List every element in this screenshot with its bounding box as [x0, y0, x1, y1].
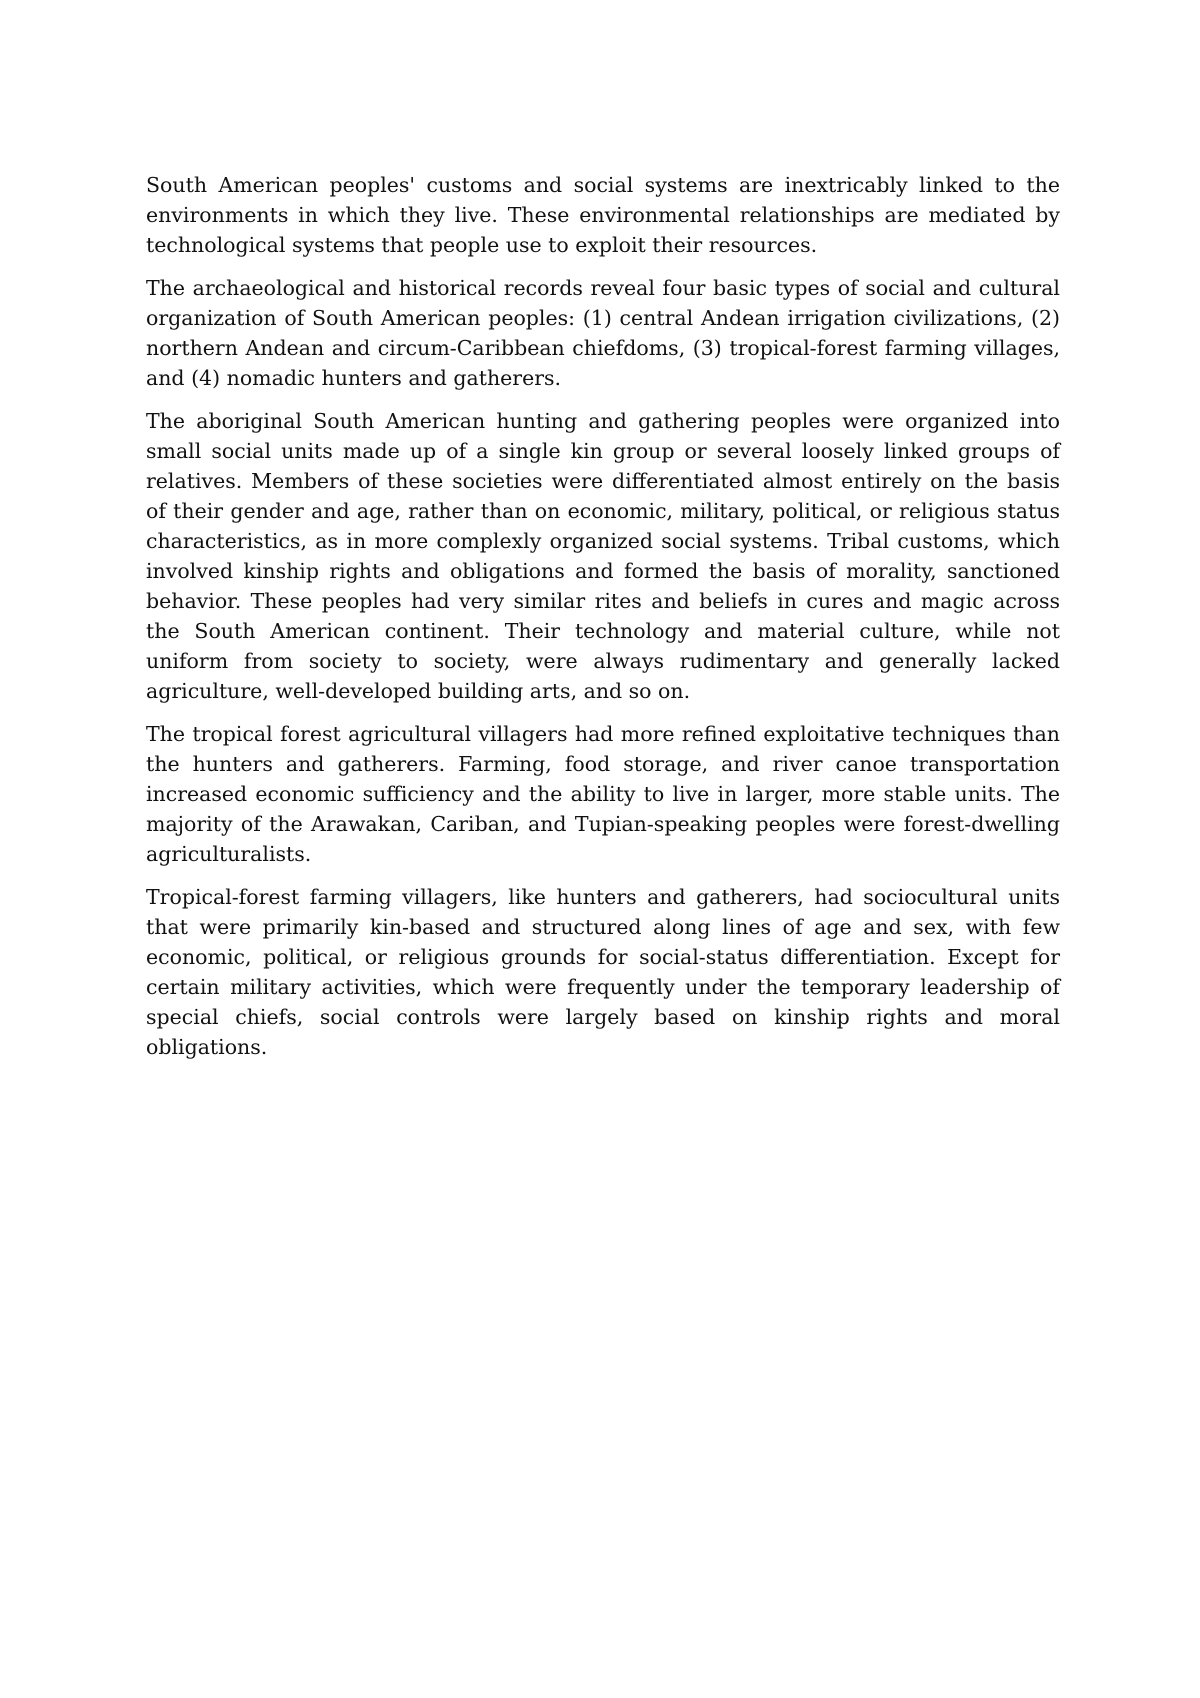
paragraph-organization-types: The archaeological and historical records reveal four basic types of social and cultural organization of South American peoples: (1) central Andean irrigation civilizations, (2) northern Andean and circum-Caribbean chiefdoms, (3) tropical-forest farming villages, and (4) nomadic hunters and gatherers. — [146, 276, 1060, 390]
paragraph-social-controls: Tropical-forest farming villagers, like hunters and gatherers, had sociocultural units that were primarily kin-based and structured along lines of age and sex, with few economic, political, or religious grounds for social-status differentiation. Except for certain military activities, which were frequently under the temporary leadership of special chiefs, social controls were largely based on kinship rights and moral obligations. — [146, 885, 1060, 1059]
body-text — [146, 170, 1060, 1075]
paragraph-tropical-villagers: The tropical forest agricultural villagers had more refined exploitative techniques than the hunters and gatherers. Farming, food storage, and river canoe transportation increased economic sufficiency and the ability to live in larger, more stable units. The majority of the Arawakan, Cariban, and Tupian-speaking peoples were forest-dwelling agriculturalists. — [146, 722, 1060, 866]
paragraph-environment: South American peoples' customs and social systems are inextricably linked to the environments in which they live. These environmental relationships are mediated by technological systems that people use to exploit their resources. — [146, 173, 1060, 257]
paragraph-hunters-gatherers: The aboriginal South American hunting and gathering peoples were organized into small social units made up of a single kin group or several loosely linked groups of relatives. Members of these societies were differentiated almost entirely on the basis of their gender and age, rather than on economic, military, political, or religious status characteristics, as in more complexly organized social systems. Tribal customs, which involved kinship rights and obligations and formed the basis of morality, sanctioned behavior. These peoples had very similar rites and beliefs in cures and magic across the South American continent. Their technology and material culture, while not uniform from society to society, were always rudimentary and generally lacked agriculture, well-developed building arts, and so on. — [146, 409, 1060, 703]
